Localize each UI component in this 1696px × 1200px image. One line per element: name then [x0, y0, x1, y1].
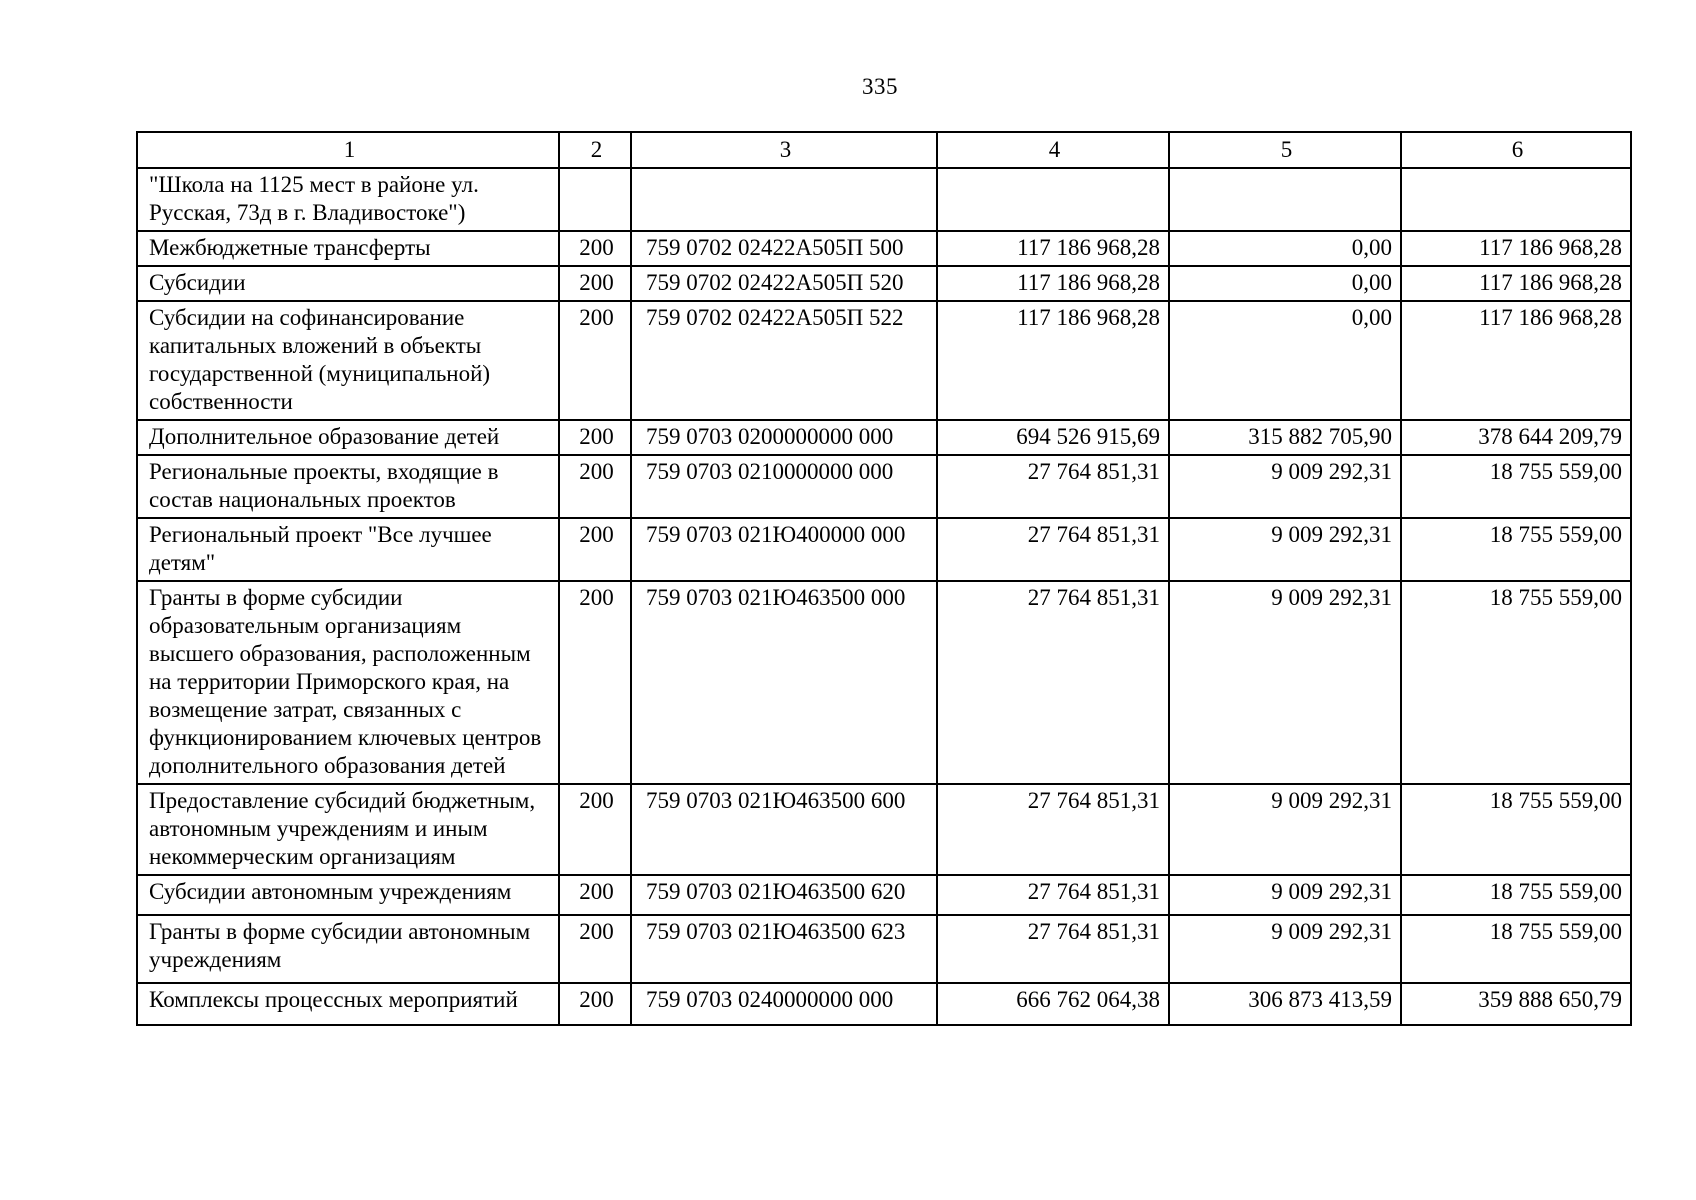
row-value-5: 9 009 292,31 [1169, 915, 1401, 983]
row-value-6: 18 755 559,00 [1401, 915, 1631, 983]
row-value-4: 27 764 851,31 [937, 784, 1169, 875]
row-code: 200 [559, 581, 631, 784]
row-value-6: 18 755 559,00 [1401, 518, 1631, 581]
row-kbk: 759 0703 021Ю463500 623 [631, 915, 937, 983]
row-name: Межбюджетные трансферты [137, 231, 559, 266]
table-row [137, 581, 1631, 784]
row-kbk: 759 0703 0200000000 000 [631, 420, 937, 455]
row-value-5: 0,00 [1169, 266, 1401, 301]
row-name: Региональные проекты, входящие в состав национальных проектов [137, 455, 559, 518]
table-row [137, 168, 1631, 231]
row-code: 200 [559, 983, 631, 1025]
row-kbk: 759 0703 0210000000 000 [631, 455, 937, 518]
table-row [137, 875, 1631, 915]
row-value-6: 18 755 559,00 [1401, 875, 1631, 915]
row-value-4: 27 764 851,31 [937, 915, 1169, 983]
column-header-1: 1 [137, 132, 559, 168]
row-name: "Школа на 1125 мест в районе ул. Русская, 73д в г. Владивостоке") [137, 168, 559, 231]
row-name: Субсидии [137, 266, 559, 301]
row-name: Субсидии автономным учреждениям [137, 875, 559, 915]
table-row [137, 915, 1631, 983]
row-value-5: 9 009 292,31 [1169, 455, 1401, 518]
row-name: Гранты в форме субсидии образовательным организациям высшего образования, расположенным на территории Приморского края, на возмещение затрат, связанных с функционированием ключевых центров дополнительного образования детей [137, 581, 559, 784]
table-row [137, 420, 1631, 455]
row-value-4: 27 764 851,31 [937, 875, 1169, 915]
row-value-4: 117 186 968,28 [937, 266, 1169, 301]
row-value-6: 117 186 968,28 [1401, 266, 1631, 301]
row-code: 200 [559, 266, 631, 301]
row-value-6: 18 755 559,00 [1401, 784, 1631, 875]
row-name: Региональный проект "Все лучшее детям" [137, 518, 559, 581]
table-row [137, 266, 1631, 301]
row-code: 200 [559, 875, 631, 915]
table-header-row [137, 132, 1631, 168]
row-value-5: 9 009 292,31 [1169, 581, 1401, 784]
row-value-6: 359 888 650,79 [1401, 983, 1631, 1025]
row-kbk: 759 0702 02422А505П 520 [631, 266, 937, 301]
row-kbk: 759 0702 02422А505П 500 [631, 231, 937, 266]
row-kbk: 759 0703 021Ю463500 000 [631, 581, 937, 784]
row-value-4 [937, 168, 1169, 231]
row-value-4: 694 526 915,69 [937, 420, 1169, 455]
row-value-6: 117 186 968,28 [1401, 231, 1631, 266]
row-value-6: 18 755 559,00 [1401, 455, 1631, 518]
row-code: 200 [559, 231, 631, 266]
row-code: 200 [559, 915, 631, 983]
row-value-6: 378 644 209,79 [1401, 420, 1631, 455]
row-value-5 [1169, 168, 1401, 231]
row-value-6 [1401, 168, 1631, 231]
table-row [137, 983, 1631, 1025]
row-name: Комплексы процессных мероприятий [137, 983, 559, 1025]
table-row [137, 231, 1631, 266]
table-row [137, 784, 1631, 875]
row-value-5: 9 009 292,31 [1169, 784, 1401, 875]
row-name: Предоставление субсидий бюджетным, автономным учреждениям и иным некоммерческим организациям [137, 784, 559, 875]
row-code: 200 [559, 784, 631, 875]
row-value-6: 117 186 968,28 [1401, 301, 1631, 420]
row-code: 200 [559, 420, 631, 455]
table-row [137, 518, 1631, 581]
table-row [137, 301, 1631, 420]
column-header-3: 3 [631, 132, 937, 168]
column-header-4: 4 [937, 132, 1169, 168]
row-value-4: 666 762 064,38 [937, 983, 1169, 1025]
row-value-5: 306 873 413,59 [1169, 983, 1401, 1025]
row-code: 200 [559, 301, 631, 420]
row-value-4: 117 186 968,28 [937, 301, 1169, 420]
row-value-6: 18 755 559,00 [1401, 581, 1631, 784]
row-code: 200 [559, 455, 631, 518]
row-kbk: 759 0703 021Ю463500 600 [631, 784, 937, 875]
column-header-2: 2 [559, 132, 631, 168]
row-value-5: 0,00 [1169, 231, 1401, 266]
row-value-4: 27 764 851,31 [937, 518, 1169, 581]
row-name: Дополнительное образование детей [137, 420, 559, 455]
row-code: 200 [559, 518, 631, 581]
budget-table [136, 131, 1632, 1026]
column-header-6: 6 [1401, 132, 1631, 168]
table-row [137, 455, 1631, 518]
row-name: Субсидии на софинансирование капитальных вложений в объекты государственной (муниципальной) собственности [137, 301, 559, 420]
row-kbk: 759 0703 021Ю463500 620 [631, 875, 937, 915]
row-value-4: 27 764 851,31 [937, 581, 1169, 784]
row-value-5: 9 009 292,31 [1169, 875, 1401, 915]
page-number: 335 [862, 74, 898, 99]
row-code [559, 168, 631, 231]
row-name: Гранты в форме субсидии автономным учреждениям [137, 915, 559, 983]
row-value-5: 0,00 [1169, 301, 1401, 420]
row-value-5: 315 882 705,90 [1169, 420, 1401, 455]
row-value-4: 27 764 851,31 [937, 455, 1169, 518]
row-kbk [631, 168, 937, 231]
column-header-5: 5 [1169, 132, 1401, 168]
row-kbk: 759 0703 0240000000 000 [631, 983, 937, 1025]
row-kbk: 759 0702 02422А505П 522 [631, 301, 937, 420]
row-kbk: 759 0703 021Ю400000 000 [631, 518, 937, 581]
row-value-4: 117 186 968,28 [937, 231, 1169, 266]
row-value-5: 9 009 292,31 [1169, 518, 1401, 581]
